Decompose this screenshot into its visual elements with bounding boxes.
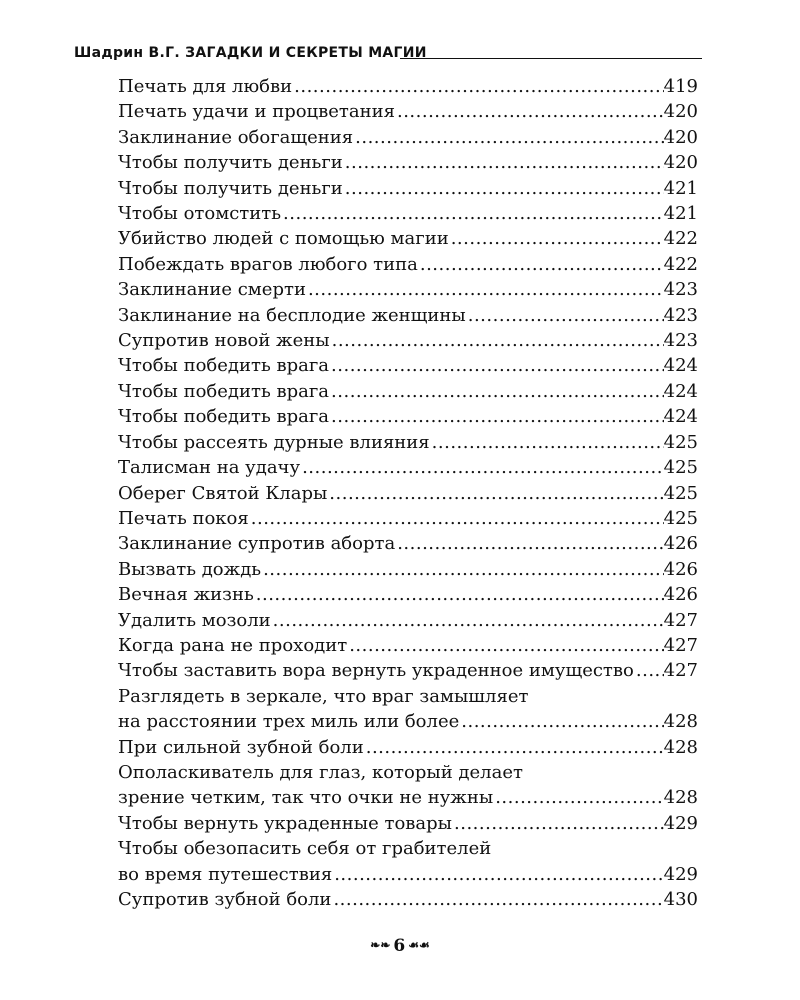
toc-page-number: 423 [663,330,698,352]
toc-entry-title: на расстоянии трех миль или более [118,711,460,733]
toc-entry-title: Чтобы победить врага [118,355,330,377]
toc-entry-title: Чтобы вернуть украденные товары [118,812,453,834]
dot-leader [353,125,664,150]
toc-entry-row [118,557,698,582]
toc-entry [118,125,698,150]
dot-leader [418,252,664,277]
toc-page-number: 425 [663,457,698,479]
page-footer [0,936,800,956]
toc-entry [118,74,698,99]
toc-entry [118,328,698,353]
toc-entry-row [118,481,698,506]
toc-entry-row [118,99,698,124]
dot-leader [466,303,664,328]
toc-entry-title: Чтобы получить деньги [118,177,343,199]
toc-entry [118,201,698,226]
toc-entry [118,226,698,251]
toc-entry-row [118,709,698,734]
toc-entry-row [118,608,698,633]
toc-entry [118,99,698,124]
toc-page-number: 429 [663,812,698,834]
toc-page-number: 426 [663,533,698,555]
toc-entry-title: Убийство людей с помощью магии [118,228,449,250]
toc-entry-title: Супротив зубной боли [118,889,332,910]
toc-page-number: 422 [663,228,698,250]
toc-entry-title: Оберег Святой Клары [118,482,328,504]
toc-page-number: 423 [663,304,698,326]
dot-leader [329,379,664,404]
toc-entry-title: Талисман на удачу [118,457,301,479]
toc-entry-row [118,506,698,531]
dot-leader [452,811,664,836]
toc-entry-title: Заклинание на бесплодие женщины [118,304,466,326]
toc-entry-row [118,379,698,404]
toc-page-number: 423 [663,279,698,301]
toc-page-number: 424 [663,355,698,377]
toc-entry-title: При сильной зубной боли [118,736,364,758]
toc-entry-row [118,176,698,201]
toc-entry-row [118,633,698,658]
toc-page-number: 425 [663,482,698,504]
toc-page-number: 427 [663,609,698,631]
toc-entry-row [118,887,698,912]
dot-leader [254,582,664,607]
toc-page-number: 428 [663,711,698,733]
toc-entry-row [118,430,698,455]
dot-leader [329,404,664,429]
toc-entry-title: Вечная жизнь [118,584,254,606]
floral-ornament-icon: ☙☙ [408,938,430,952]
toc-entry-row [118,125,698,150]
dot-leader [459,709,663,734]
toc-entry [118,735,698,760]
dot-leader [271,608,664,633]
dot-leader [449,226,664,251]
toc-entry-row [118,277,698,302]
running-header [74,44,702,62]
toc-entry-title: Чтобы победить врага [118,380,330,402]
dot-leader [327,481,663,506]
toc-entry-row [118,201,698,226]
toc-page-number: 421 [663,203,698,225]
toc-entry-title: Чтобы получить деньги [118,152,343,174]
dot-leader [261,557,664,582]
toc-entry-title: Супротив новой жены [118,330,330,352]
toc-page-number: 426 [663,584,698,606]
toc-entry [118,684,698,735]
dot-leader [292,74,664,99]
toc-entry-row [118,328,698,353]
dot-leader [364,735,664,760]
toc-entry-row [118,353,698,378]
toc-entry-row [118,455,698,480]
toc-entry [118,303,698,328]
toc-entry [118,811,698,836]
book-title: Шадрин В.Г. ЗАГАДКИ И СЕКРЕТЫ МАГИИ [74,45,427,61]
toc-entry [118,150,698,175]
toc-entry-row [118,862,698,887]
toc-page-number: 421 [663,177,698,199]
toc-entry-title: Печать покоя [118,507,249,529]
dot-leader [343,176,664,201]
header-rule [400,58,702,59]
toc-page-number: 425 [663,507,698,529]
toc-entry [118,481,698,506]
toc-entry-title: Чтобы победить врага [118,406,330,428]
toc-entry-row [118,658,698,683]
toc-entry-row [118,226,698,251]
floral-ornament-icon: ❧❧ [370,938,391,952]
toc-entry [118,176,698,201]
toc-entry [118,836,698,887]
toc-entry-title: Печать для любви [118,76,293,97]
toc-entry [118,531,698,556]
toc-entry-title: Печать удачи и процветания [118,101,395,123]
toc-entry [118,760,698,811]
dot-leader [347,633,663,658]
toc-entry-title: Вызвать дождь [118,558,262,580]
toc-entry [118,506,698,531]
dot-leader [281,201,664,226]
toc-page-number: 430 [663,889,698,910]
toc-entry-title: Когда рана не проходит [118,634,348,656]
toc-page-number: 427 [663,660,698,682]
toc-page-number: 420 [663,152,698,174]
toc-entry-title: Заклинание супротив аборта [118,533,396,555]
toc-entry-title: Чтобы рассеять дурные влияния [118,431,430,453]
table-of-contents [118,74,698,912]
toc-entry [118,455,698,480]
toc-entry-row [118,785,698,810]
toc-page-number: 422 [663,253,698,275]
toc-page-number: 420 [663,126,698,148]
page-number: 6 [393,936,406,956]
toc-page-number: 425 [663,431,698,453]
toc-entry-row [118,404,698,429]
toc-entry-title: зрение четким, так что очки не нужны [118,787,494,809]
toc-entry-title: Заклинание смерти [118,279,306,301]
toc-entry-title: Заклинание обогащения [118,126,354,148]
toc-entry [118,582,698,607]
toc-entry-title-line: Чтобы обезопасить себя от грабителей [118,838,492,860]
toc-entry-title: Побеждать врагов любого типа [118,253,418,275]
toc-entry [118,277,698,302]
toc-entry-row [118,150,698,175]
toc-entry [118,404,698,429]
dot-leader [395,99,664,124]
toc-page-number: 427 [663,634,698,656]
toc-entry-title-line: Разглядеть в зеркале, что враг замышляет [118,685,529,707]
dot-leader [329,353,664,378]
toc-page-number: 424 [663,380,698,402]
toc-entry-title: Чтобы отомстить [118,203,282,225]
toc-entry [118,887,698,912]
toc-entry [118,379,698,404]
dot-leader [306,277,664,302]
dot-leader [300,455,664,480]
toc-entry-row [118,531,698,556]
toc-entry-row [118,303,698,328]
toc-entry-title-line: Ополаскиватель для глаз, который делает [118,761,523,783]
toc-entry-row [118,735,698,760]
toc-page-number: 428 [663,787,698,809]
dot-leader [330,328,664,353]
dot-leader [430,430,664,455]
toc-entry [118,633,698,658]
toc-entry-row [118,582,698,607]
toc-entry-row [118,252,698,277]
toc-page-number: 420 [663,101,698,123]
toc-page-number: 426 [663,558,698,580]
toc-entry-title: во время путешествия [118,863,333,885]
dot-leader [343,150,664,175]
toc-entry-title: Удалить мозоли [118,609,271,631]
dot-leader [634,658,664,683]
toc-entry-title: Чтобы заставить вора вернуть украденное имущество [118,660,634,682]
dot-leader [331,887,663,912]
toc-page-number: 429 [663,863,698,885]
toc-entry-row [118,811,698,836]
dot-leader [332,862,663,887]
toc-entry [118,252,698,277]
dot-leader [493,785,663,810]
toc-page-number: 428 [663,736,698,758]
toc-page-number: 419 [663,76,698,97]
toc-entry [118,608,698,633]
toc-entry [118,430,698,455]
toc-entry [118,658,698,683]
toc-entry-row [118,74,698,99]
dot-leader [395,531,663,556]
toc-entry [118,557,698,582]
toc-entry [118,353,698,378]
toc-page-number: 424 [663,406,698,428]
dot-leader [249,506,664,531]
